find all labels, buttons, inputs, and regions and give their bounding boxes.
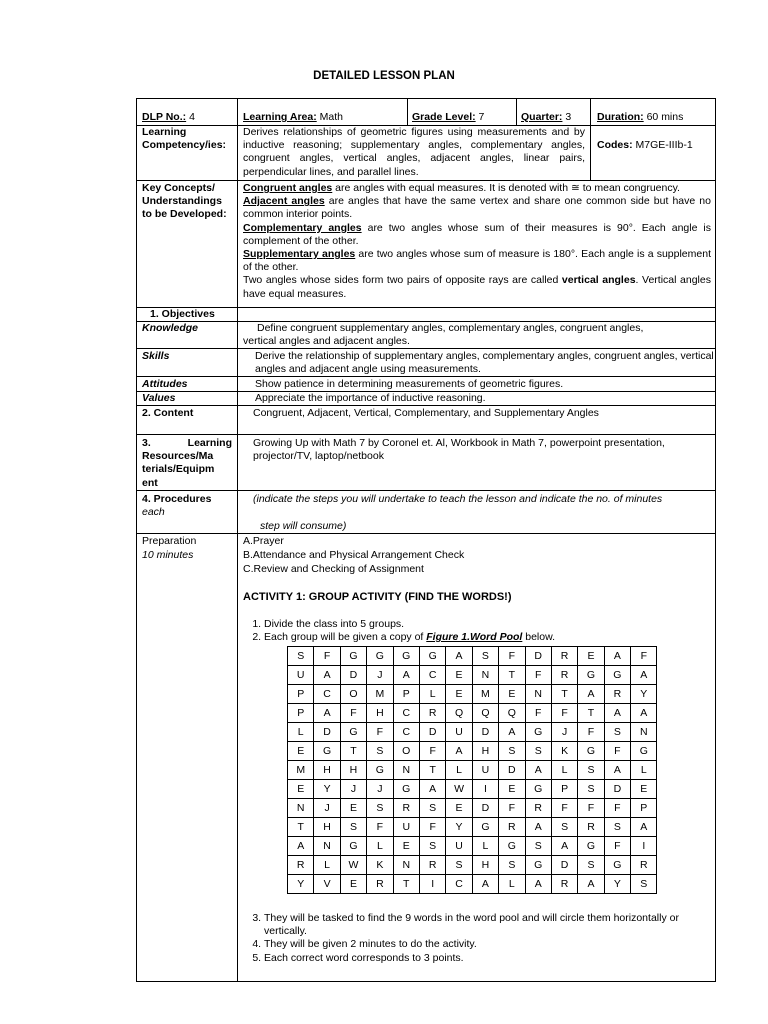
word-pool-cell: I xyxy=(472,780,498,799)
word-pool-cell: K xyxy=(551,742,577,761)
word-pool-row xyxy=(288,780,657,799)
competency-text: Derives relationships of geometric figures using measurements and by inductive reasoning; supplementary angles, complementary angles, congruent angles, vertical angles, adjacent angles, linear pairs, perpendicular lines, and parallel lines. xyxy=(243,126,585,178)
word-pool-cell: L xyxy=(551,761,577,780)
word-pool-cell: P xyxy=(288,704,314,723)
word-pool-cell: L xyxy=(446,761,472,780)
word-pool-cell: G xyxy=(499,837,525,856)
word-pool-cell: E xyxy=(499,780,525,799)
word-pool-cell: F xyxy=(604,742,630,761)
word-pool-cell: D xyxy=(499,761,525,780)
term-supplementary: Supplementary angles xyxy=(243,248,356,261)
word-pool-cell: E xyxy=(393,837,419,856)
word-pool-cell: R xyxy=(499,818,525,837)
term-congruent: Congruent angles xyxy=(243,182,333,194)
word-pool-cell: N xyxy=(288,799,314,818)
values-label: Values xyxy=(142,392,176,404)
word-pool-cell: O xyxy=(393,742,419,761)
word-pool-row xyxy=(288,723,657,742)
values-text: Appreciate the importance of inductive reasoning. xyxy=(255,392,486,404)
word-pool-cell: F xyxy=(525,666,551,685)
word-pool-cell: A xyxy=(604,761,630,780)
word-pool-cell: E xyxy=(578,647,604,666)
content-text: Congruent, Adjacent, Vertical, Complementary, and Supplementary Angles xyxy=(253,407,599,419)
word-pool-cell: R xyxy=(393,799,419,818)
word-pool-cell: T xyxy=(551,685,577,704)
word-pool-cell: L xyxy=(288,723,314,742)
key-concepts-label-line: to be Developed: xyxy=(142,208,227,221)
word-pool-cell: G xyxy=(578,837,604,856)
learning-area-value: Math xyxy=(319,111,343,123)
dlp-label: DLP No.: xyxy=(142,111,187,123)
word-pool-cell: C xyxy=(446,875,472,894)
word-pool-cell: J xyxy=(367,780,393,799)
competency-label-line: Learning xyxy=(142,126,187,138)
word-pool-cell: F xyxy=(551,704,577,723)
word-pool-cell: L xyxy=(419,685,445,704)
word-pool-cell: G xyxy=(631,742,657,761)
activity-step: 1. Divide the class into 5 groups. xyxy=(264,618,694,631)
word-pool-cell: R xyxy=(631,856,657,875)
word-pool-cell: F xyxy=(604,799,630,818)
word-pool-cell: A xyxy=(604,647,630,666)
dlp-field xyxy=(142,111,195,124)
row-divider xyxy=(136,533,716,534)
resources-label-line xyxy=(142,437,232,450)
word-pool-cell: R xyxy=(525,799,551,818)
word-pool-cell: D xyxy=(314,723,340,742)
column-divider xyxy=(237,98,238,982)
word-pool-cell: Y xyxy=(446,818,472,837)
quarter-value: 3 xyxy=(565,111,572,123)
row-divider xyxy=(136,180,716,181)
word-pool-cell: R xyxy=(288,856,314,875)
word-pool-cell: E xyxy=(446,666,472,685)
word-pool-cell: J xyxy=(367,666,393,685)
attitudes-text: Show patience in determining measurements of geometric figures. xyxy=(255,378,564,390)
word-pool-cell: S xyxy=(578,780,604,799)
competency-label-line: Competency/ies: xyxy=(142,139,227,152)
word-pool-cell: L xyxy=(314,856,340,875)
word-pool-cell: D xyxy=(472,723,498,742)
procedures-label: 4. Procedures xyxy=(142,493,212,505)
word-pool-row xyxy=(288,761,657,780)
activity-steps-top xyxy=(264,618,694,644)
word-pool-cell: D xyxy=(604,780,630,799)
word-pool-cell: H xyxy=(314,818,340,837)
prep-item-prayer: A.Prayer xyxy=(243,535,284,547)
attitudes-label: Attitudes xyxy=(142,378,188,390)
word-pool-cell: R xyxy=(551,666,577,685)
word-pool-cell: F xyxy=(551,799,577,818)
word-pool-cell: P xyxy=(393,685,419,704)
word-pool-cell: L xyxy=(499,875,525,894)
word-pool-cell: F xyxy=(578,723,604,742)
resources-word: Learning xyxy=(187,437,232,449)
definition-text: are angles that have the same vertex and share one common side but have no common interior points. xyxy=(243,195,711,221)
word-pool-cell: A xyxy=(631,666,657,685)
word-pool-cell: T xyxy=(578,704,604,723)
word-pool-cell: H xyxy=(340,761,366,780)
word-pool-cell: A xyxy=(525,818,551,837)
key-concepts-label-line: Understandings xyxy=(142,195,222,208)
key-concepts-label-line: Key Concepts/ xyxy=(142,182,215,194)
word-pool-cell: G xyxy=(340,723,366,742)
word-pool-cell: U xyxy=(446,723,472,742)
word-pool-cell: C xyxy=(393,704,419,723)
resources-number: 3. xyxy=(142,437,151,449)
procedures-note: step will consume) xyxy=(260,520,347,532)
word-pool-cell: A xyxy=(314,704,340,723)
learning-area-label: Learning Area: xyxy=(243,111,317,123)
word-pool-cell: G xyxy=(314,742,340,761)
row-divider xyxy=(136,434,716,435)
word-pool-cell: S xyxy=(340,818,366,837)
word-pool-row xyxy=(288,647,657,666)
resources-label-line: Resources/Ma xyxy=(142,450,214,463)
activity-step: 3. They will be tasked to find the 9 words in the word pool and will circle them horizontally or vertically. xyxy=(264,912,684,938)
word-pool-cell: R xyxy=(604,685,630,704)
column-divider xyxy=(590,98,591,181)
word-pool-cell: C xyxy=(419,666,445,685)
word-pool-cell: S xyxy=(631,875,657,894)
knowledge-text-line: Define congruent supplementary angles, complementary angles, congruent angles, xyxy=(257,322,644,334)
word-pool-cell: F xyxy=(578,799,604,818)
word-pool-cell: U xyxy=(446,837,472,856)
word-pool-cell: G xyxy=(472,818,498,837)
word-pool-cell: I xyxy=(631,837,657,856)
word-pool-cell: H xyxy=(472,742,498,761)
learning-area-field xyxy=(243,111,343,124)
word-pool-cell: A xyxy=(288,837,314,856)
procedures-each: each xyxy=(142,506,165,518)
codes-label: Codes: xyxy=(597,139,633,151)
resources-label xyxy=(142,437,232,490)
word-pool-cell: U xyxy=(472,761,498,780)
word-pool-cell: F xyxy=(604,837,630,856)
skills-label: Skills xyxy=(142,350,170,362)
word-pool-cell: A xyxy=(578,875,604,894)
word-pool-cell: P xyxy=(288,685,314,704)
activity-step: 4. They will be given 2 minutes to do the activity. xyxy=(264,938,684,951)
word-pool-cell: G xyxy=(525,780,551,799)
word-pool-cell: F xyxy=(367,723,393,742)
word-pool-cell: Q xyxy=(499,704,525,723)
word-pool-cell: S xyxy=(578,761,604,780)
word-pool-grid xyxy=(287,646,657,894)
word-pool-cell: A xyxy=(525,761,551,780)
word-pool-cell: T xyxy=(340,742,366,761)
competency-label xyxy=(142,126,226,152)
word-pool-cell: G xyxy=(367,761,393,780)
word-pool-cell: S xyxy=(419,837,445,856)
word-pool-cell: R xyxy=(419,704,445,723)
word-pool-cell: P xyxy=(631,799,657,818)
word-pool-cell: A xyxy=(393,666,419,685)
word-pool-cell: D xyxy=(419,723,445,742)
word-pool-cell: N xyxy=(393,856,419,875)
word-pool-row xyxy=(288,856,657,875)
word-pool-cell: R xyxy=(578,818,604,837)
quarter-label: Quarter: xyxy=(521,111,563,123)
word-pool-cell: A xyxy=(631,704,657,723)
word-pool-cell: S xyxy=(499,742,525,761)
word-pool-cell: S xyxy=(578,856,604,875)
word-pool-cell: A xyxy=(472,875,498,894)
word-pool-cell: W xyxy=(446,780,472,799)
word-pool-cell: E xyxy=(499,685,525,704)
word-pool-cell: T xyxy=(288,818,314,837)
word-pool-cell: N xyxy=(525,685,551,704)
word-pool-cell: R xyxy=(367,875,393,894)
word-pool-cell: N xyxy=(314,837,340,856)
word-pool-cell: F xyxy=(499,799,525,818)
activity-steps-bottom xyxy=(264,912,684,965)
key-concepts-label xyxy=(142,182,234,222)
word-pool-cell: A xyxy=(578,685,604,704)
word-pool-cell: O xyxy=(340,685,366,704)
word-pool-cell: S xyxy=(604,818,630,837)
row-divider xyxy=(136,348,716,349)
word-pool-cell: F xyxy=(525,704,551,723)
row-divider xyxy=(136,490,716,491)
word-pool-cell: R xyxy=(551,647,577,666)
word-pool-cell: D xyxy=(340,666,366,685)
word-pool-cell: S xyxy=(288,647,314,666)
definition-text: are angles with equal measures. It is denoted with ≅ to mean congruency. xyxy=(332,182,680,194)
resources-label-line: terials/Equipm xyxy=(142,463,215,476)
word-pool-cell: F xyxy=(499,647,525,666)
word-pool-cell: S xyxy=(525,837,551,856)
objectives-heading: 1. Objectives xyxy=(150,308,215,320)
word-pool-cell: L xyxy=(631,761,657,780)
word-pool-cell: J xyxy=(551,723,577,742)
word-pool-cell: F xyxy=(419,818,445,837)
word-pool-cell: M xyxy=(288,761,314,780)
word-pool-cell: E xyxy=(288,742,314,761)
word-pool-cell: A xyxy=(631,818,657,837)
word-pool-cell: Q xyxy=(472,704,498,723)
word-pool-cell: A xyxy=(525,875,551,894)
word-pool-cell: E xyxy=(446,685,472,704)
column-divider xyxy=(407,98,408,126)
word-pool-cell: J xyxy=(340,780,366,799)
word-pool-row xyxy=(288,818,657,837)
word-pool-cell: A xyxy=(551,837,577,856)
word-pool-cell: H xyxy=(367,704,393,723)
codes-field xyxy=(597,139,693,152)
word-pool-cell: T xyxy=(499,666,525,685)
content-label: 2. Content xyxy=(142,407,194,419)
key-concepts-text xyxy=(243,182,711,301)
word-pool-cell: G xyxy=(578,742,604,761)
word-pool-cell: G xyxy=(340,837,366,856)
word-pool-cell: Q xyxy=(446,704,472,723)
word-pool-cell: W xyxy=(340,856,366,875)
word-pool-cell: D xyxy=(472,799,498,818)
activity-title: ACTIVITY 1: GROUP ACTIVITY (FIND THE WORDS!) xyxy=(243,591,512,603)
word-pool-cell: E xyxy=(631,780,657,799)
word-pool-cell: T xyxy=(419,761,445,780)
row-divider xyxy=(136,307,716,308)
word-pool-cell: G xyxy=(525,856,551,875)
codes-value: M7GE-IIIb-1 xyxy=(635,139,693,151)
word-pool-cell: A xyxy=(499,723,525,742)
prep-item-attendance: B.Attendance and Physical Arrangement Check xyxy=(243,549,465,561)
word-pool-cell: N xyxy=(631,723,657,742)
word-pool-cell: Y xyxy=(288,875,314,894)
activity-step xyxy=(264,631,694,644)
activity-step: 5. Each correct word corresponds to 3 points. xyxy=(264,952,684,965)
word-pool-cell: P xyxy=(551,780,577,799)
page-title: DETAILED LESSON PLAN xyxy=(313,70,455,82)
word-pool-cell: N xyxy=(393,761,419,780)
word-pool-cell: S xyxy=(604,723,630,742)
definition-text: are two angles whose sum of their measures is 90°. Each angle is complement of the other. xyxy=(243,221,711,247)
word-pool-row xyxy=(288,742,657,761)
word-pool-cell: C xyxy=(393,723,419,742)
preparation-label: Preparation xyxy=(142,535,197,547)
word-pool-cell: A xyxy=(314,666,340,685)
word-pool-cell: S xyxy=(419,799,445,818)
term-complementary: Complementary angles xyxy=(243,221,362,234)
word-pool-row xyxy=(288,799,657,818)
word-pool-cell: E xyxy=(446,799,472,818)
grade-level-value: 7 xyxy=(478,111,485,123)
term-vertical: vertical angles xyxy=(561,274,636,287)
word-pool-cell: G xyxy=(604,856,630,875)
grade-level-field xyxy=(412,111,484,124)
definition-text: . Vertical angles have equal measures. xyxy=(243,274,711,300)
word-pool-cell: E xyxy=(340,875,366,894)
word-pool-cell: H xyxy=(314,761,340,780)
word-pool-cell: S xyxy=(472,647,498,666)
word-pool-cell: G xyxy=(578,666,604,685)
word-pool-cell: R xyxy=(551,875,577,894)
word-pool-cell: Y xyxy=(604,875,630,894)
word-pool-row xyxy=(288,704,657,723)
duration-label: Duration: xyxy=(597,111,644,123)
definition-text: are two angles whose sum of measure is 180°. Each angle is a supplement of the other. xyxy=(243,248,711,274)
word-pool-cell: G xyxy=(604,666,630,685)
word-pool-row xyxy=(288,837,657,856)
word-pool-cell: U xyxy=(393,818,419,837)
word-pool-cell: D xyxy=(551,856,577,875)
word-pool-cell: G xyxy=(393,647,419,666)
dlp-value: 4 xyxy=(189,111,195,123)
word-pool-cell: G xyxy=(340,647,366,666)
word-pool-cell: F xyxy=(367,818,393,837)
word-pool-cell: F xyxy=(340,704,366,723)
figure-reference: Figure 1.Word Pool xyxy=(426,631,523,644)
word-pool-cell: J xyxy=(314,799,340,818)
word-pool-cell: H xyxy=(472,856,498,875)
word-pool-cell: C xyxy=(314,685,340,704)
word-pool-cell: A xyxy=(604,704,630,723)
word-pool-cell: G xyxy=(393,780,419,799)
word-pool-cell: S xyxy=(367,742,393,761)
knowledge-label: Knowledge xyxy=(142,322,199,334)
preparation-minutes: 10 minutes xyxy=(142,549,194,561)
prep-item-review: C.Review and Checking of Assignment xyxy=(243,563,424,575)
word-pool-cell: T xyxy=(393,875,419,894)
word-pool-cell: G xyxy=(525,723,551,742)
resources-text: Growing Up with Math 7 by Coronel et. Al, Workbook in Math 7, powerpoint presentation, projector/TV, laptop/netbook xyxy=(253,437,665,463)
word-pool-cell: S xyxy=(499,856,525,875)
word-pool-row xyxy=(288,875,657,894)
word-pool-cell: F xyxy=(631,647,657,666)
word-pool-cell: U xyxy=(288,666,314,685)
word-pool-cell: M xyxy=(472,685,498,704)
word-pool-cell: A xyxy=(446,742,472,761)
word-pool-cell: I xyxy=(419,875,445,894)
word-pool-cell: G xyxy=(419,647,445,666)
word-pool-cell: E xyxy=(288,780,314,799)
word-pool-cell: M xyxy=(367,685,393,704)
resources-label-line: ent xyxy=(142,476,158,489)
word-pool-cell: S xyxy=(367,799,393,818)
word-pool-cell: Y xyxy=(631,685,657,704)
word-pool-cell: R xyxy=(419,856,445,875)
word-pool-cell: S xyxy=(446,856,472,875)
step-text: Each group will be given a copy of xyxy=(264,631,427,644)
word-pool-row xyxy=(288,666,657,685)
word-pool-cell: F xyxy=(314,647,340,666)
word-pool-cell: L xyxy=(367,837,393,856)
word-pool-cell: D xyxy=(525,647,551,666)
word-pool-cell: G xyxy=(367,647,393,666)
word-pool-cell: E xyxy=(340,799,366,818)
quarter-field xyxy=(521,111,571,124)
word-pool-cell: S xyxy=(551,818,577,837)
word-pool-cell: L xyxy=(472,837,498,856)
word-pool-cell: S xyxy=(525,742,551,761)
word-pool-cell: N xyxy=(472,666,498,685)
duration-value: 60 mins xyxy=(646,111,684,123)
word-pool-row xyxy=(288,685,657,704)
word-pool-cell: Y xyxy=(314,780,340,799)
procedures-note: (indicate the steps you will undertake to teach the lesson and indicate the no. of minutes xyxy=(253,493,663,505)
term-adjacent: Adjacent angles xyxy=(243,195,325,208)
word-pool-cell: A xyxy=(446,647,472,666)
word-pool-cell: V xyxy=(314,875,340,894)
step-text: below. xyxy=(522,631,556,644)
knowledge-text-line: vertical angles and adjacent angles. xyxy=(243,335,410,347)
duration-field xyxy=(597,111,683,124)
word-pool-cell: K xyxy=(367,856,393,875)
word-pool-cell: F xyxy=(419,742,445,761)
grade-level-label: Grade Level: xyxy=(412,111,476,123)
word-pool-cell: A xyxy=(419,780,445,799)
column-divider xyxy=(516,98,517,126)
definition-text: Two angles whose sides form two pairs of opposite rays are called xyxy=(243,274,562,287)
skills-text: Derive the relationship of supplementary angles, complementary angles, congruent angles, vertical angles and adjacent angle using measurements. xyxy=(255,350,714,376)
